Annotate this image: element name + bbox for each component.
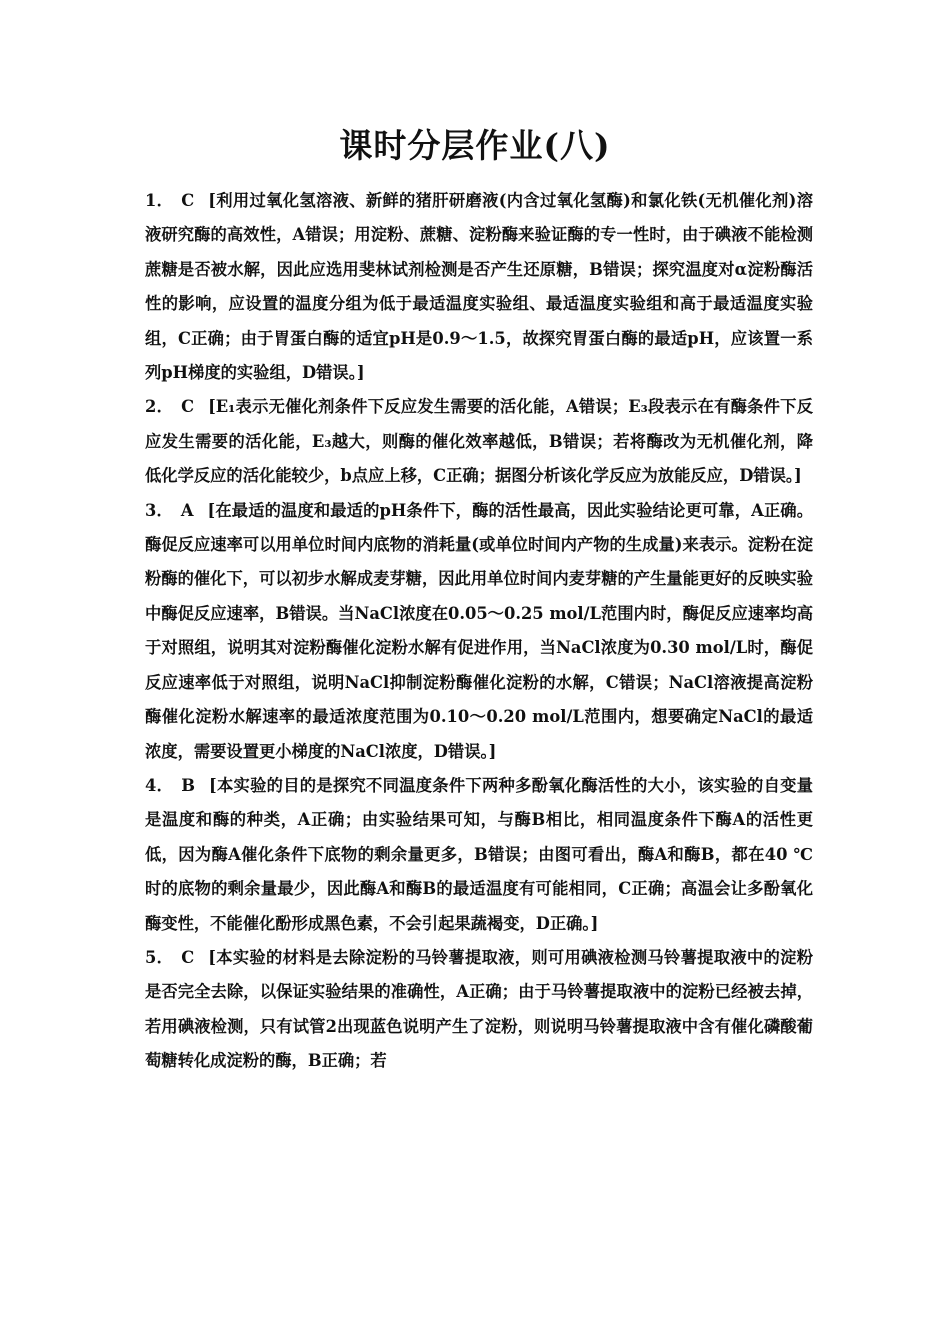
question-number: 4．: [145, 775, 174, 795]
answer-item-3: [145, 494, 813, 769]
page-title: 课时分层作业(八): [339, 126, 611, 165]
answer-letter: C: [181, 397, 195, 417]
answer-letter: B: [181, 775, 195, 795]
question-number: 5．: [145, 947, 174, 967]
answer-item-5: [145, 941, 813, 1079]
answer-letter: A: [180, 500, 194, 520]
answer-item-1: [145, 184, 813, 390]
answer-explanation: [E₁表示无催化剂条件下反应发生需要的活化能，A错误；E₃段表示在有酶条件下反应发生需要的活化能，E₃越大，则酶的催化效率越低，B错误；若将酶改为无机催化剂，降低化学反应的活化能较少，b点应上移，C正确；据图分析该化学反应为放能反应，D错误。]: [145, 397, 813, 486]
answer-item-2: [145, 390, 813, 493]
answer-explanation: [在最适的温度和最适的pH条件下，酶的活性最高，因此实验结论更可靠，A正确。酶促反应速率可以用单位时间内底物的消耗量(或单位时间内产物的生成量)来表示。淀粉在淀粉酶的催化下，可以初步水解成麦芽糖，因此用单位时间内麦芽糖的产生量能更好的反映实验中酶促反应速率，B错误。当NaCl浓度在0.05～0.25 mol/L范围内时，酶促反应速率均高于对照组，说明其对淀粉酶催化淀粉水解有促进作用，当NaCl浓度为0.30 mol/L时，酶促反应速率低于对照组，说明NaCl抑制淀粉酶催化淀粉的水解，C错误；NaCl溶液提高淀粉酶催化淀粉水解速率的最适浓度范围为0.10～0.20 mol/L范围内，想要确定NaCl的最适浓度，需要设置更小梯度的NaCl浓度，D错误。]: [145, 500, 813, 761]
answer-explanation: [本实验的目的是探究不同温度条件下两种多酚氧化酶活性的大小，该实验的自变量是温度和酶的种类，A正确；由实验结果可知，与酶B相比，相同温度条件下酶A的活性更低，因为酶A催化条件下底物的剩余量更多，B错误；由图可看出，酶A和酶B，都在40 ℃时的底物的剩余量最少，因此酶A和酶B的最适温度有可能相同，C正确；高温会让多酚氧化酶变性，不能催化酚形成黑色素，不会引起果蔬褐变，D正确。]: [145, 775, 813, 933]
question-number: 1．: [145, 191, 174, 210]
answer-list: [145, 184, 813, 1079]
answer-item-4: [145, 769, 813, 941]
answer-letter: C: [181, 947, 195, 967]
answer-explanation: [利用过氧化氢溶液、新鲜的猪肝研磨液(内含过氧化氢酶)和氯化铁(无机催化剂)溶液研究酶的高效性，A错误；用淀粉、蔗糖、淀粉酶来验证酶的专一性时，由于碘液不能检测蔗糖是否被水解，因此应选用斐林试剂检测是否产生还原糖，B错误；探究温度对α淀粉酶活性的影响，应设置的温度分组为低于最适温度实验组、最适温度实验组和高于最适温度实验组，C正确；由于胃蛋白酶的适宜pH是0.9～1.5，故探究胃蛋白酶的最适pH，应该置一系列pH梯度的实验组，D错误。]: [145, 191, 813, 383]
question-number: 2．: [145, 397, 174, 417]
question-number: 3．: [145, 500, 173, 520]
answer-letter: C: [181, 191, 195, 210]
answer-explanation: [本实验的材料是去除淀粉的马铃薯提取液，则可用碘液检测马铃薯提取液中的淀粉是否完全去除，以保证实验结果的准确性，A正确；由于马铃薯提取液中的淀粉已经被去掉，若用碘液检测，只有试管2出现蓝色说明产生了淀粉，则说明马铃薯提取液中含有催化磷酸葡萄糖转化成淀粉的酶，B正确；若: [145, 947, 813, 1071]
